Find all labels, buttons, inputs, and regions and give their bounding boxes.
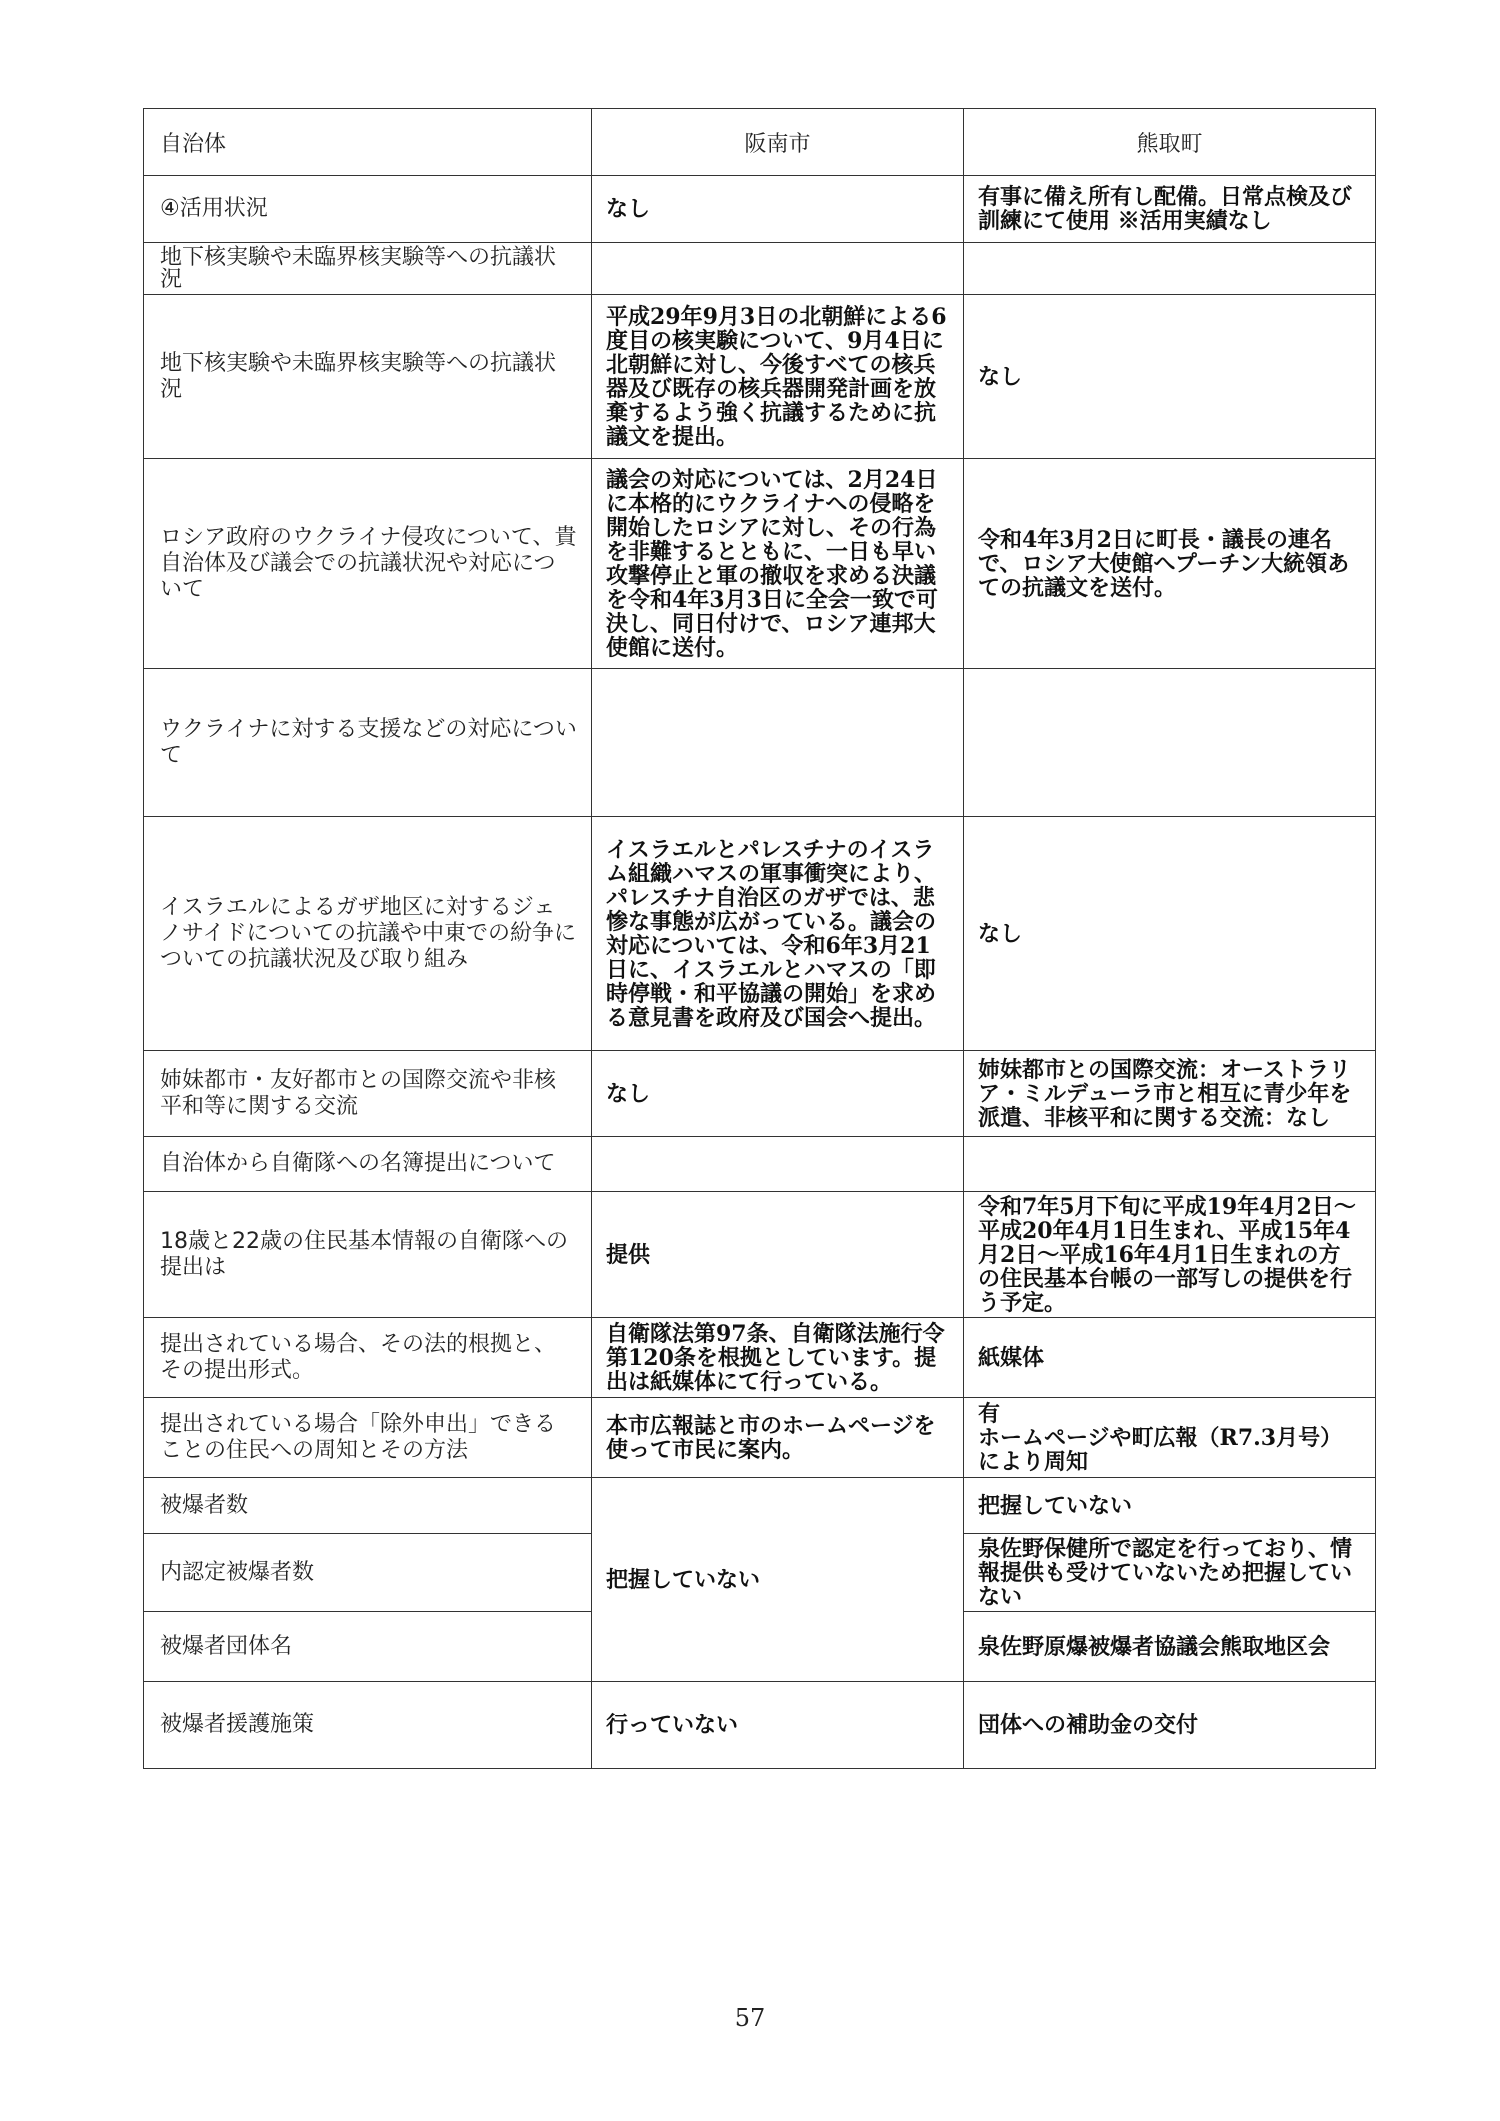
answer-hannan: なし bbox=[592, 176, 964, 243]
answer-hannan bbox=[592, 243, 964, 295]
answer-hannan: 行っていない bbox=[592, 1682, 964, 1769]
question-cell: ウクライナに対する支援などの対応について bbox=[144, 669, 592, 817]
answer-hannan bbox=[592, 669, 964, 817]
answer-hannan: 議会の対応については、2月24日に本格的にウクライナへの侵略を開始したロシアに対し、その行為を非難するとともに、一日も早い攻撃停止と軍の撤収を求める決議を令和4年3月3日に全会一致で可決し、同日付けで、ロシア連邦大使館に送付。 bbox=[592, 459, 964, 669]
answer-kumatori: 把握していない bbox=[964, 1478, 1376, 1534]
answer-kumatori: なし bbox=[964, 817, 1376, 1051]
header-hannan: 阪南市 bbox=[592, 109, 964, 176]
table-header-row bbox=[144, 109, 1376, 176]
table-row bbox=[144, 1051, 1376, 1137]
table-row bbox=[144, 817, 1376, 1051]
survey-table bbox=[143, 108, 1376, 1769]
table-row bbox=[144, 1398, 1376, 1478]
question-cell: 地下核実験や未臨界核実験等への抗議状況 bbox=[144, 243, 592, 295]
question-cell: 自治体から自衛隊への名簿提出について bbox=[144, 1137, 592, 1192]
table-row bbox=[144, 1478, 1376, 1534]
answer-hannan: 自衛隊法第97条、自衛隊法施行令第120条を根拠としています。提出は紙媒体にて行っている。 bbox=[592, 1318, 964, 1398]
question-cell: 18歳と22歳の住民基本情報の自衛隊への提出は bbox=[144, 1192, 592, 1318]
table-row bbox=[144, 459, 1376, 669]
answer-kumatori: 紙媒体 bbox=[964, 1318, 1376, 1398]
table-row bbox=[144, 295, 1376, 459]
answer-kumatori: 令和4年3月2日に町長・議長の連名で、ロシア大使館へプーチン大統領あての抗議文を送付。 bbox=[964, 459, 1376, 669]
question-cell: イスラエルによるガザ地区に対するジェノサイドについての抗議や中東での紛争についての抗議状況及び取り組み bbox=[144, 817, 592, 1051]
answer-kumatori: なし bbox=[964, 295, 1376, 459]
header-label: 自治体 bbox=[144, 109, 592, 176]
table-row bbox=[144, 669, 1376, 817]
question-cell: 被爆者援護施策 bbox=[144, 1682, 592, 1769]
answer-kumatori: 令和7年5月下旬に平成19年4月2日～平成20年4月1日生まれ、平成15年4月2日～平成16年4月1日生まれの方の住民基本台帳の一部写しの提供を行う予定。 bbox=[964, 1192, 1376, 1318]
answer-kumatori bbox=[964, 243, 1376, 295]
table-row bbox=[144, 1192, 1376, 1318]
question-cell: 被爆者団体名 bbox=[144, 1612, 592, 1682]
question-cell: 内認定被爆者数 bbox=[144, 1534, 592, 1612]
question-cell: 地下核実験や未臨界核実験等への抗議状況 bbox=[144, 295, 592, 459]
table-row bbox=[144, 1318, 1376, 1398]
answer-hannan: 平成29年9月3日の北朝鮮による6度目の核実験について、9月4日に北朝鮮に対し、今後すべての核兵器及び既存の核兵器開発計画を放棄するよう強く抗議するために抗議文を提出。 bbox=[592, 295, 964, 459]
answer-kumatori bbox=[964, 669, 1376, 817]
answer-kumatori: 泉佐野保健所で認定を行っており、情報提供も受けていないため把握していない bbox=[964, 1534, 1376, 1612]
answer-kumatori: 団体への補助金の交付 bbox=[964, 1682, 1376, 1769]
question-cell: 姉妹都市・友好都市との国際交流や非核平和等に関する交流 bbox=[144, 1051, 592, 1137]
answer-hannan: 提供 bbox=[592, 1192, 964, 1318]
answer-kumatori: 有事に備え所有し配備。日常点検及び訓練にて使用 ※活用実績なし bbox=[964, 176, 1376, 243]
question-cell: 提出されている場合、その法的根拠と、その提出形式。 bbox=[144, 1318, 592, 1398]
table-row bbox=[144, 176, 1376, 243]
page-number: 57 bbox=[734, 2004, 766, 2032]
question-cell: ④活用状況 bbox=[144, 176, 592, 243]
answer-hannan: イスラエルとパレスチナのイスラム組織ハマスの軍事衝突により、パレスチナ自治区のガザでは、悲惨な事態が広がっている。議会の対応については、令和6年3月21日に、イスラエルとハマスの「即時停戦・和平協議の開始」を求める意見書を政府及び国会へ提出。 bbox=[592, 817, 964, 1051]
header-kumatori: 熊取町 bbox=[964, 109, 1376, 176]
question-cell: ロシア政府のウクライナ侵攻について、貴自治体及び議会での抗議状況や対応について bbox=[144, 459, 592, 669]
table-row bbox=[144, 1137, 1376, 1192]
question-cell: 提出されている場合「除外申出」できることの住民への周知とその方法 bbox=[144, 1398, 592, 1478]
answer-hannan-merged: 把握していない bbox=[592, 1478, 964, 1682]
answer-kumatori: 有 ホームページや町広報（R7.3月号）により周知 bbox=[964, 1398, 1376, 1478]
table-row bbox=[144, 243, 1376, 295]
table-row bbox=[144, 1682, 1376, 1769]
answer-hannan: なし bbox=[592, 1051, 964, 1137]
answer-kumatori: 泉佐野原爆被爆者協議会熊取地区会 bbox=[964, 1612, 1376, 1682]
answer-hannan bbox=[592, 1137, 964, 1192]
answer-kumatori: 姉妹都市との国際交流：オーストラリア・ミルデューラ市と相互に青少年を派遣、非核平和に関する交流：なし bbox=[964, 1051, 1376, 1137]
question-cell: 被爆者数 bbox=[144, 1478, 592, 1534]
answer-hannan: 本市広報誌と市のホームページを使って市民に案内。 bbox=[592, 1398, 964, 1478]
answer-kumatori bbox=[964, 1137, 1376, 1192]
